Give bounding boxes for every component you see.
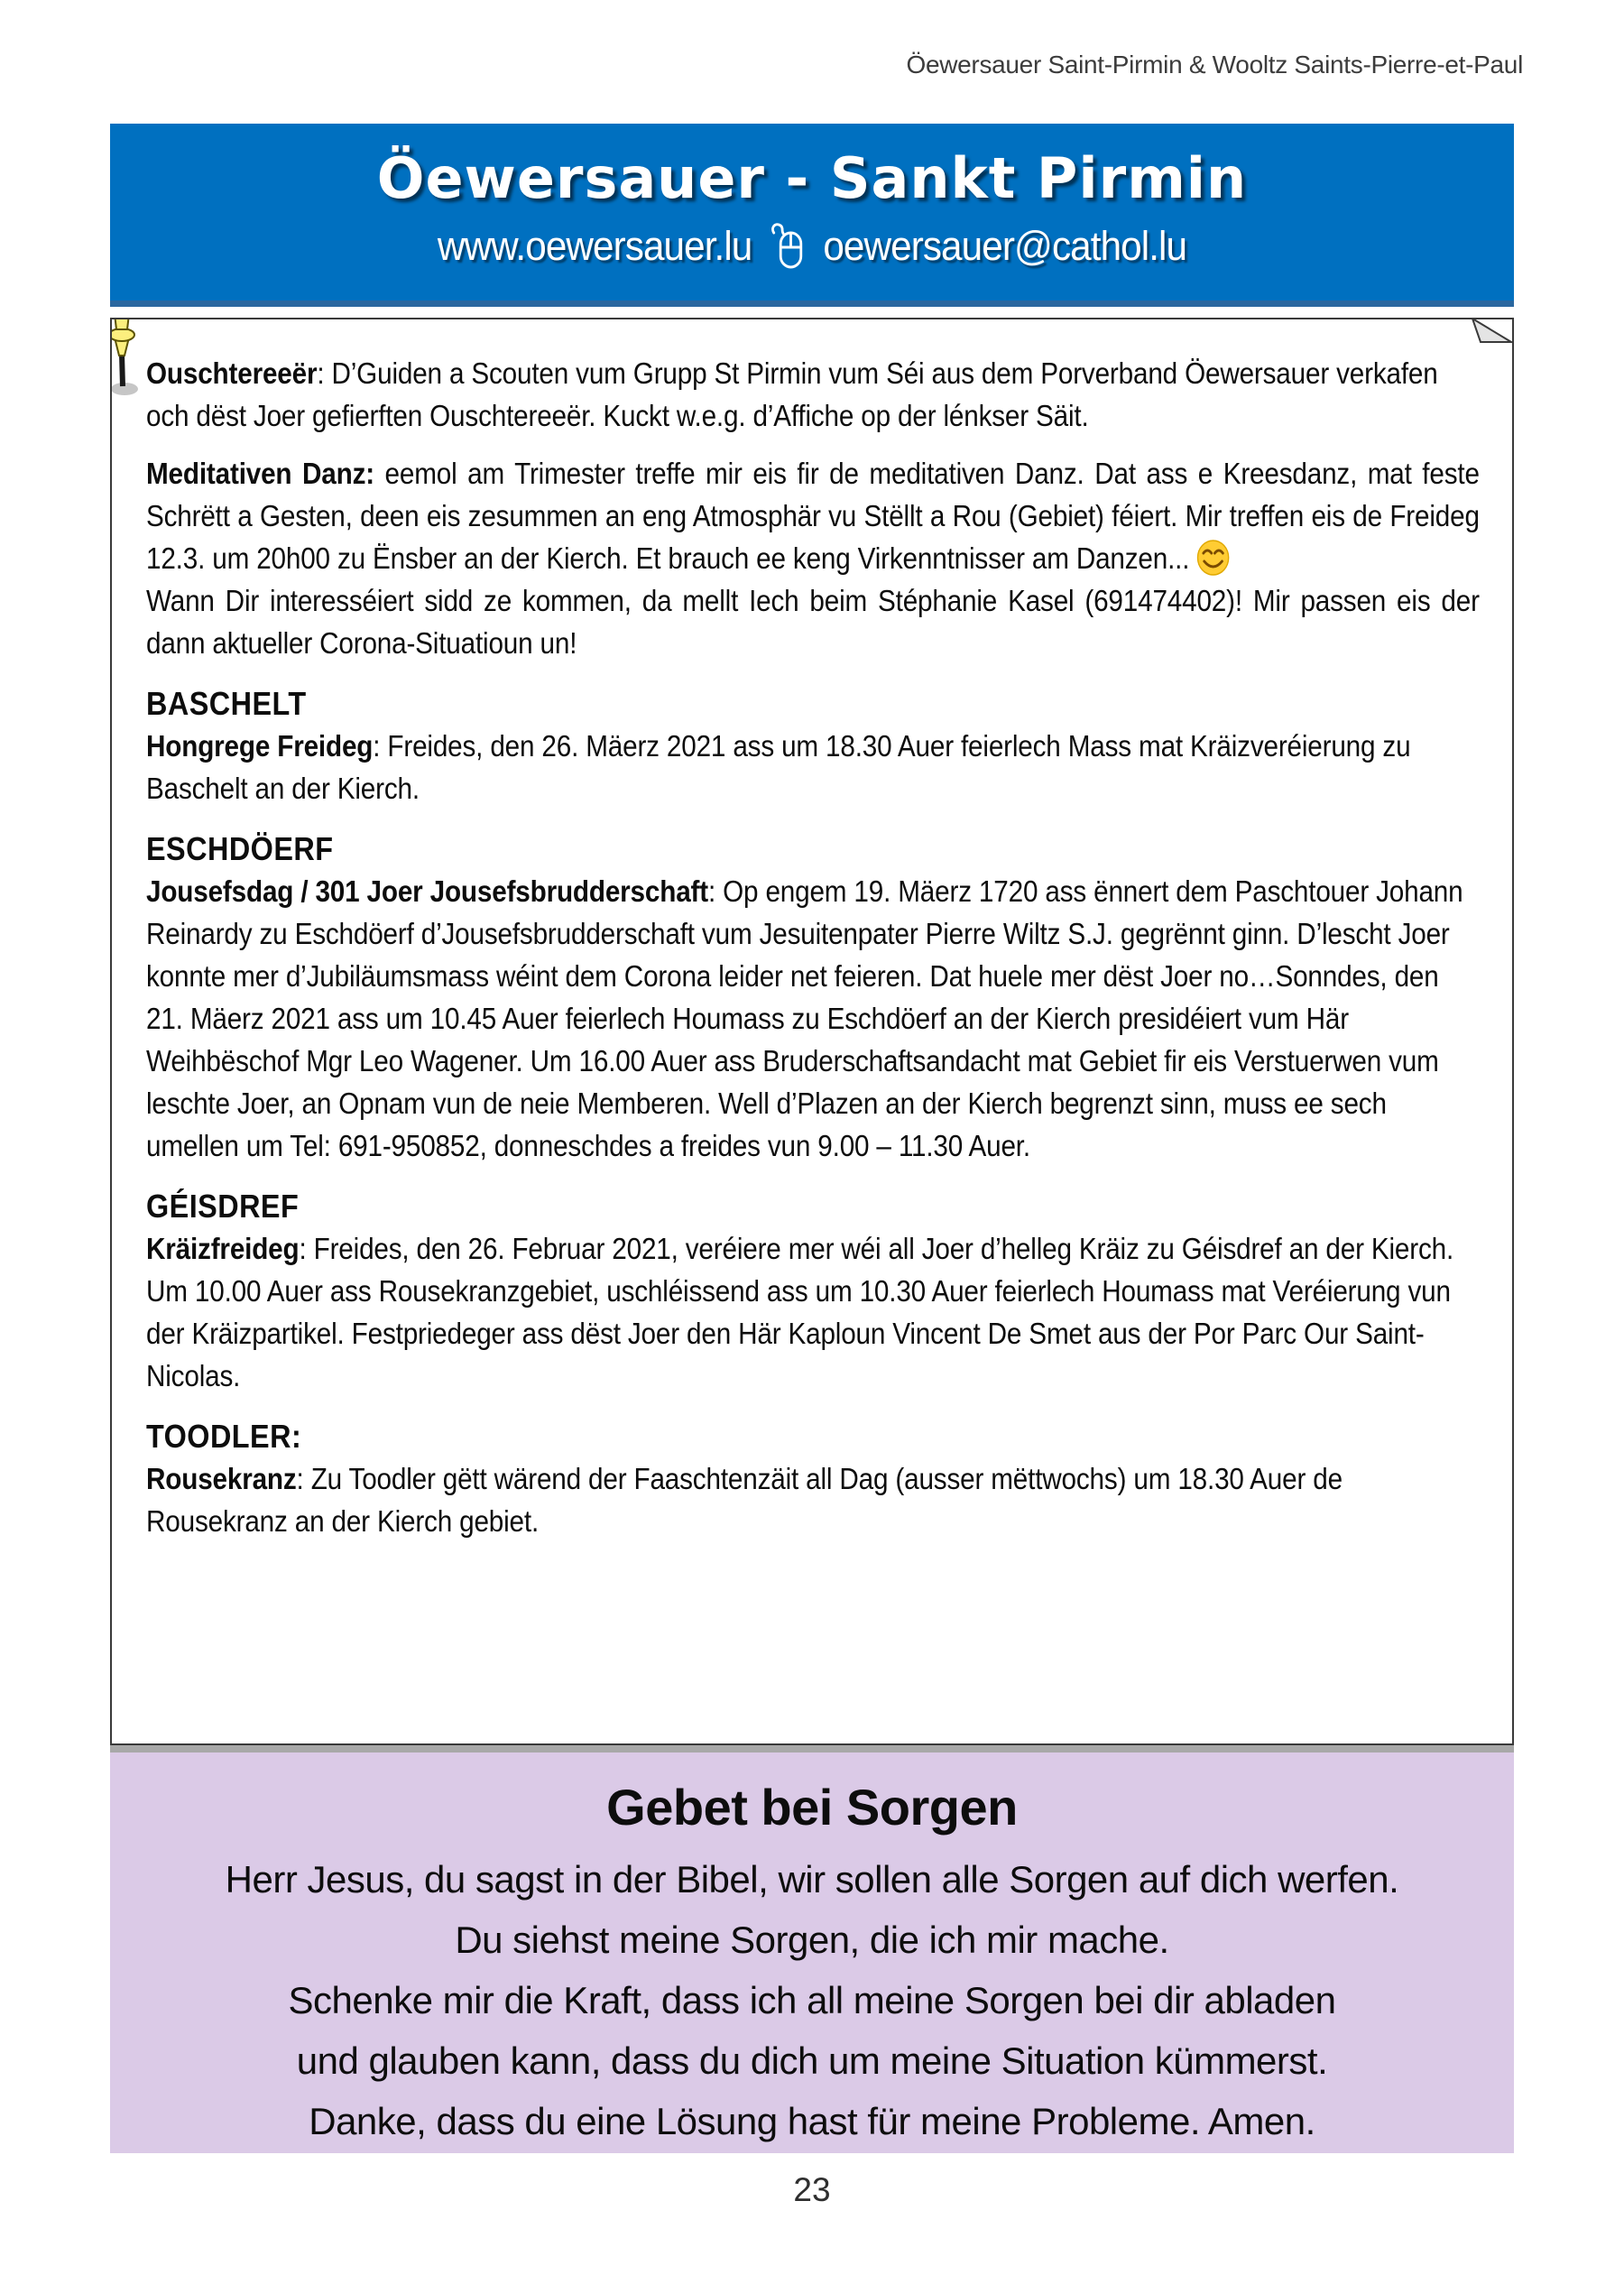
paragraph-lead: Jousefsdag / 301 Joer Jousefsbrudderschaft [146,874,708,908]
prayer-title: Gebet bei Sorgen [606,1779,1018,1836]
prayer-line: Schenke mir die Kraft, dass ich all meine Sorgen bei dir abladen [288,1979,1336,2021]
prayer-box [110,1752,1514,2153]
section-heading-baschelt: BASCHELT [146,685,307,722]
prayer-line: Herr Jesus, du sagst in der Bibel, wir sollen alle Sorgen auf dich werfen. [225,1858,1399,1900]
paragraph-lead: Ouschtereeër [146,356,318,390]
section-heading-geisdref: GÉISDREF [146,1188,300,1225]
paragraph-lead: Hongrege Freideg [146,729,374,763]
paragraph-meditativen-danz: Meditativen Danz: eemol am Trimester treffe mir eis fir de meditativen Danz. Dat ass e Kreesdanz, mat feste Schrëtt a Gesten, deen eis zesummen an eng Atmosphär vu Stëllt a Rou (Gebiet) féiert. Mir treffen eis de Freideg 12.3. um 20h00 zu Ënsber an der Kierch. Et brauch ee keng Virkenntnisser am Danzen... Wann Dir interesséiert sidd ze kommen, da mellt Iech beim Stéphanie Kasel (691474402)! Mir passen eis der dann aktueller Corona-Situatioun un! [146,457,1480,660]
parish-banner [110,124,1514,307]
page-number: 23 [793,2171,831,2208]
banner-email: oewersauer@cathol.lu [823,223,1187,269]
banner-title: Öewersauer - Sankt Pirmin [376,145,1248,211]
smiling-face-emoji-icon [1196,539,1231,577]
paragraph-eschdoerf: Jousefsdag / 301 Joer Jousefsbrudderschaft: Op engem 19. Mäerz 1720 ass ënnert dem Paschtouer Johann Reinardy zu Eschdöerf d’Jousefsbrudderschaft vum Jesuitenpater Pierre Wiltz S.J. gegrënnt ginn. D’lescht Joer konnte mer d’Jubiläumsmass wéint dem Corona leider net feieren. Dat huele mer dëst Joer no…Sonndes, den 21. Mäerz 2021 ass um 10.45 Auer feierlech Houmass zu Eschdöerf an der Kierch presidéiert vum Här Weihbëschof Mgr Leo Wagener. Um 16.00 Auer ass Bruderschaftsandacht mat Gebiet fir eis Verstuerwen vum leschte Joer, an Opnam vun de neie Memberen. Well d’Plazen an der Kierch begrenzt sinn, muss ee sech umellen um Tel: 691-950852, donneschdes a freides vun 9.00 – 11.30 Auer. [146,874,1463,1162]
prayer-line: Danke, dass du eine Lösung hast für meine Probleme. Amen. [309,2100,1315,2142]
paragraph-lead: Kräizfreideg [146,1232,300,1265]
page-fold-corner-icon [1471,318,1514,345]
pushpin-icon [110,318,146,399]
section-heading-eschdoerf: ESCHDÖERF [146,830,334,867]
notices-content [146,352,1480,1542]
paragraph-lead: Meditativen Danz: [146,457,374,490]
paragraph-ouschtereeer: Ouschtereeër: D’Guiden a Scouten vum Grupp St Pirmin vum Séi aus dem Porverband Öewersauer verkafen och dëst Joer gefierften Ouschtereeër. Kuckt w.e.g. d’Affiche op der lénkser Säit. [146,356,1438,432]
notices-box [110,318,1514,1745]
paragraph-lead: Rousekranz [146,1462,297,1495]
section-heading-toodler: TOODLER: [146,1418,302,1455]
prayer-line: und glauben kann, dass du dich um meine Situation kümmerst. [296,2039,1328,2082]
prayer-line: Du siehst meine Sorgen, die ich mir mache. [455,1919,1169,1961]
running-header: Öewersauer Saint-Pirmin & Wooltz Saints-Pierre-et-Paul [906,51,1523,79]
prayer-text [110,1849,1514,2151]
paragraph-toodler: Rousekranz: Zu Toodler gëtt wärend der Faaschtenzäit all Dag (ausser mëttwochs) um 18.30 Auer de Rousekranz an der Kierch gebiet. [146,1462,1343,1538]
paragraph-geisdref: Kräizfreideg: Freides, den 26. Februar 2021, veréiere mer wéi all Joer d’helleg Kräiz zu Géisdref an der Kierch. Um 10.00 Auer ass Rousekranzgebiet, uschléissend ass um 10.30 Auer feierlech Houmass mat Veréierung vun der Kräizpartikel. Festpriedeger ass dëst Joer den Här Kaploun Vincent De Smet aus der Por Parc Our Saint-Nicolas. [146,1232,1454,1392]
banner-website: www.oewersauer.lu [437,223,752,269]
paragraph-baschelt: Hongrege Freideg: Freides, den 26. Mäerz 2021 ass um 18.30 Auer feierlech Mass mat Kräizveréierung zu Baschelt an der Kierch. [146,729,1411,805]
mouse-icon [769,220,806,273]
banner-contact-row [152,220,1472,273]
